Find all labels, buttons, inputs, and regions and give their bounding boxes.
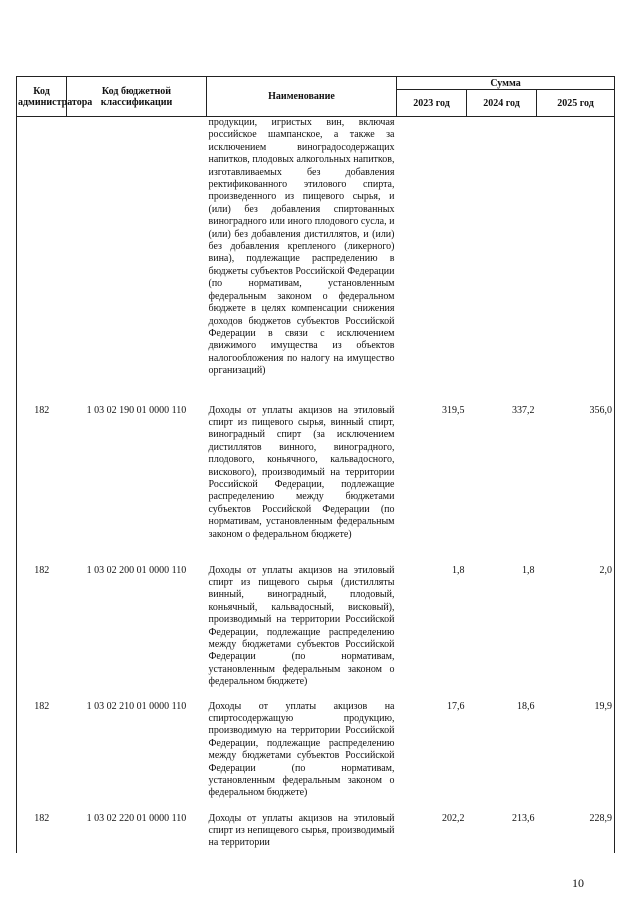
name-cell: продукции, игристых вин, включая российское шампанское, а также за исключением виноградосодержащих напитков, плодовых алкогольных напитков, изготавливаемых без добавления ректификованного этилового спирта, произведенного из пищевого сырья, и (или) без добавления спиртованных виноградного или иного плодового сусла, и (или) без добавления дистиллятов, и (или) без добавления крепленого (ликерного) вина), подлежащие распределению в бюджеты субъектов Российской Федерации (по нормативам, установленным федеральным законом о федеральном бюджете в целях компенсации снижения доходов бюджетов субъектов Российской Федерации в связи с исключением движимого имущества из объектов налогообложения по налогу на имущество организаций) bbox=[208, 117, 395, 377]
budget-table bbox=[16, 76, 615, 853]
value-2023-cell: 202,2 bbox=[442, 812, 465, 824]
value-2025-cell: 2,0 bbox=[537, 565, 615, 701]
value-2024-cell: 18,6 bbox=[517, 700, 535, 712]
table-row bbox=[17, 405, 615, 565]
name-cell: Доходы от уплаты акцизов на этиловый спирт из непищевого сырья, производимый на территории bbox=[208, 812, 395, 849]
value-2024-cell: 213,6 bbox=[512, 812, 535, 824]
value-2025-cell: 228,9 bbox=[537, 813, 615, 853]
name-cell: Доходы от уплаты акцизов на этиловый спирт из пищевого сырья, винный спирт, виноградный спирт (за исключением дистиллятов винного, виноградного, плодового, коньячного, кальвадосного, вискового), производимый на территории Российской Федерации, подлежащие распределению между бюджетами субъектов Российской Федерации (по нормативам, установленным федеральным законом о федеральном бюджете) bbox=[208, 404, 395, 540]
table-row bbox=[17, 813, 615, 853]
page-number: 10 bbox=[572, 876, 584, 890]
value-2023-cell bbox=[397, 117, 467, 405]
value-2024-cell bbox=[467, 117, 537, 405]
budget-code-cell: 1 03 02 210 01 0000 110 bbox=[86, 700, 187, 712]
budget-code-cell bbox=[67, 117, 207, 405]
header-year-2023: 2023 год bbox=[397, 90, 467, 117]
admin-code-cell: 182 bbox=[17, 701, 67, 813]
value-2023-cell: 319,5 bbox=[442, 404, 465, 416]
admin-code-cell: 182 bbox=[17, 565, 67, 701]
header-year-2024: 2024 год bbox=[467, 90, 537, 117]
budget-code-cell: 1 03 02 220 01 0000 110 bbox=[86, 812, 187, 824]
budget-code-cell: 1 03 02 200 01 0000 110 bbox=[86, 564, 187, 576]
header-year-2025: 2025 год bbox=[537, 90, 615, 117]
header-budget-code: Код бюджетной классификации bbox=[67, 77, 207, 117]
value-2024-cell: 337,2 bbox=[512, 404, 535, 416]
name-cell: Доходы от уплаты акцизов на этиловый спирт из пищевого сырья (дистилляты винный, виноградный, плодовый, коньячный, кальвадосный, висковый), производимый на территории Российской Федерации, подлежащие распределению между бюджетами субъектов Российской Федерации (по нормативам, установленным федеральным законом о федеральном бюджете) bbox=[208, 564, 395, 688]
admin-code-cell bbox=[17, 117, 67, 405]
table-row bbox=[17, 565, 615, 701]
value-2023-cell: 1,8 bbox=[452, 564, 465, 576]
header-sum: Сумма bbox=[397, 77, 615, 90]
header-admin-code: Код администратора bbox=[17, 77, 67, 117]
admin-code-cell: 182 bbox=[17, 813, 67, 853]
name-cell: Доходы от уплаты акцизов на спиртосодержащую продукцию, производимую на территории Российской Федерации, подлежащие распределению между бюджетами субъектов Российской Федерации (по нормативам, установленным федеральным законом о федеральном бюджете) bbox=[208, 700, 395, 799]
value-2025-cell bbox=[537, 117, 615, 405]
header-name: Наименование bbox=[207, 77, 397, 117]
value-2025-cell: 19,9 bbox=[537, 701, 615, 813]
value-2024-cell: 1,8 bbox=[522, 564, 535, 576]
table-row bbox=[17, 117, 615, 405]
value-2023-cell: 17,6 bbox=[447, 700, 465, 712]
table-row bbox=[17, 701, 615, 813]
admin-code-cell: 182 bbox=[17, 405, 67, 565]
budget-code-cell: 1 03 02 190 01 0000 110 bbox=[86, 404, 187, 416]
value-2025-cell: 356,0 bbox=[537, 405, 615, 565]
